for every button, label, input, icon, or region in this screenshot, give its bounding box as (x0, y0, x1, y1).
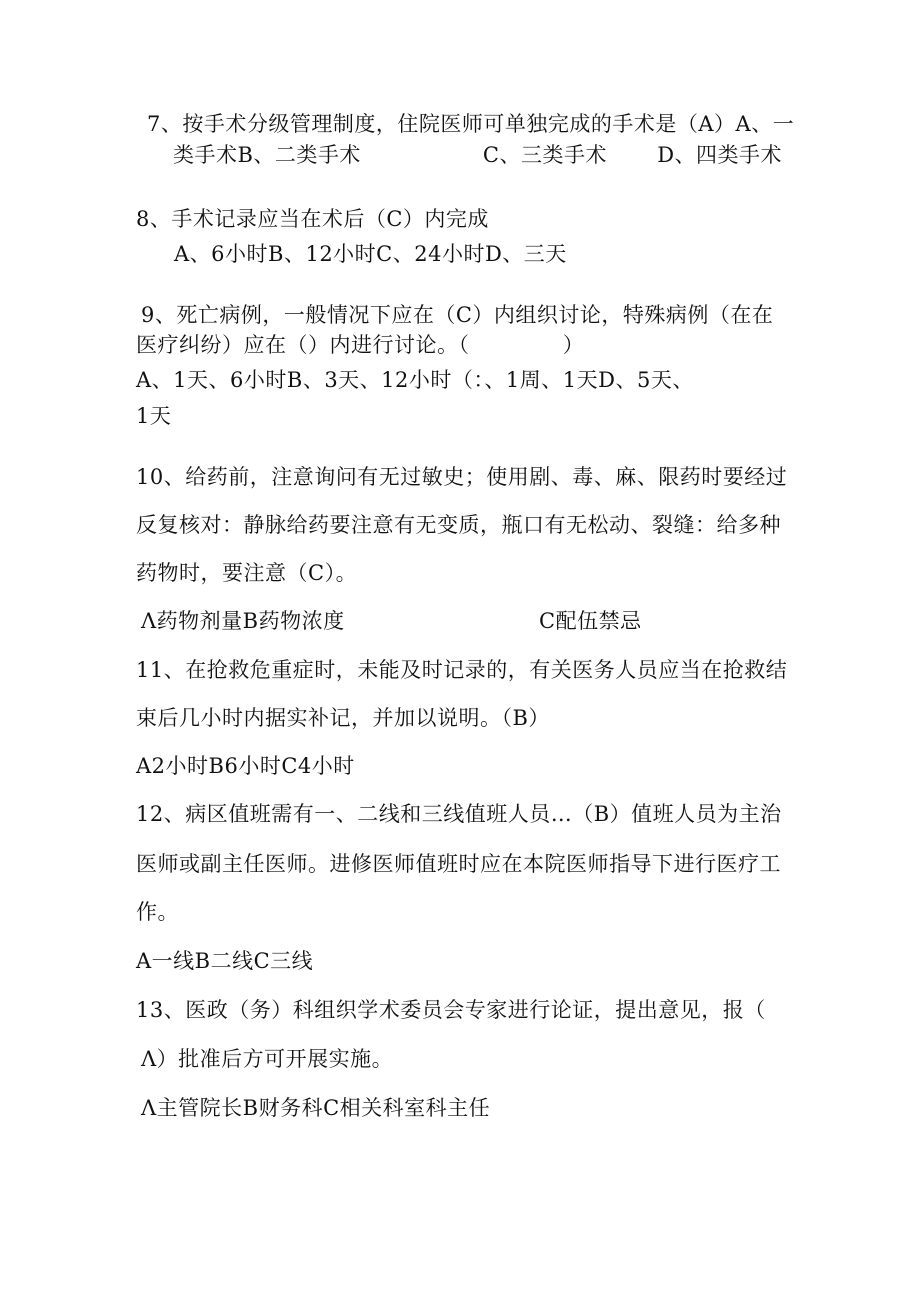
question-8-options: A、6小时B、12小时C、24小时D、三天 (174, 242, 567, 266)
question-13-options: Λ主管院长B财务科C相关科室科主任 (141, 1096, 491, 1120)
question-10-line-1: 10、给药前，注意询问有无过敏史；使用剧、毒、麻、限药时要经过 (136, 465, 788, 489)
question-9-options-cont: 1天 (136, 404, 172, 428)
question-12-options: A一线B二线C三线 (136, 949, 314, 973)
question-10-option-c: C配伍禁忌 (539, 609, 642, 633)
question-10-line-2: 反复核对：静脉给药要注意有无变质，瓶口有无松动、裂缝：给多种 (136, 513, 781, 537)
question-9-line-1: 9、死亡病例，一般情况下应在（C）内组织讨论，特殊病例（在在 (141, 303, 774, 327)
question-7-line-1: 7、按手术分级管理制度，住院医师可单独完成的手术是（A）A、一 (147, 112, 795, 136)
question-10-line-3: 药物时，要注意（C）。 (136, 561, 358, 585)
question-10-options-ab: Λ药物剂量B药物浓度 (141, 609, 345, 633)
question-9-options: A、1天、6小时B、3天、12小时（：、1周、1天D、5天、 (136, 368, 694, 392)
question-9-line-2: 医疗纠纷）应在（）内进行讨论。（ ） (136, 333, 585, 357)
question-13-line-2: Λ）批准后方可开展实施。 (141, 1047, 394, 1071)
question-13-line-1: 13、医政（务）科组织学术委员会专家进行论证，提出意见，报（ (136, 998, 766, 1022)
question-11-line-1: 11、在抢救危重症时，未能及时记录的，有关医务人员应当在抢救结 (136, 658, 788, 682)
question-7-line-2: 类手术B、二类手术 C、三类手术 D、四类手术 (173, 143, 783, 167)
question-12-line-3: 作。 (136, 900, 179, 924)
question-12-line-1: 12、病区值班需有一、二线和三线值班人员…（B）值班人员为主治 (136, 802, 782, 826)
question-11-options: A2小时B6小时C4小时 (136, 754, 355, 778)
question-12-line-2: 医师或副主任医师。进修医师值班时应在本院医师指导下进行医疗工 (136, 852, 781, 876)
question-8-line-1: 8、手术记录应当在术后（C）内完成 (136, 207, 489, 231)
question-11-line-2: 束后几小时内据实补记，并加以说明。（B） (136, 706, 550, 730)
